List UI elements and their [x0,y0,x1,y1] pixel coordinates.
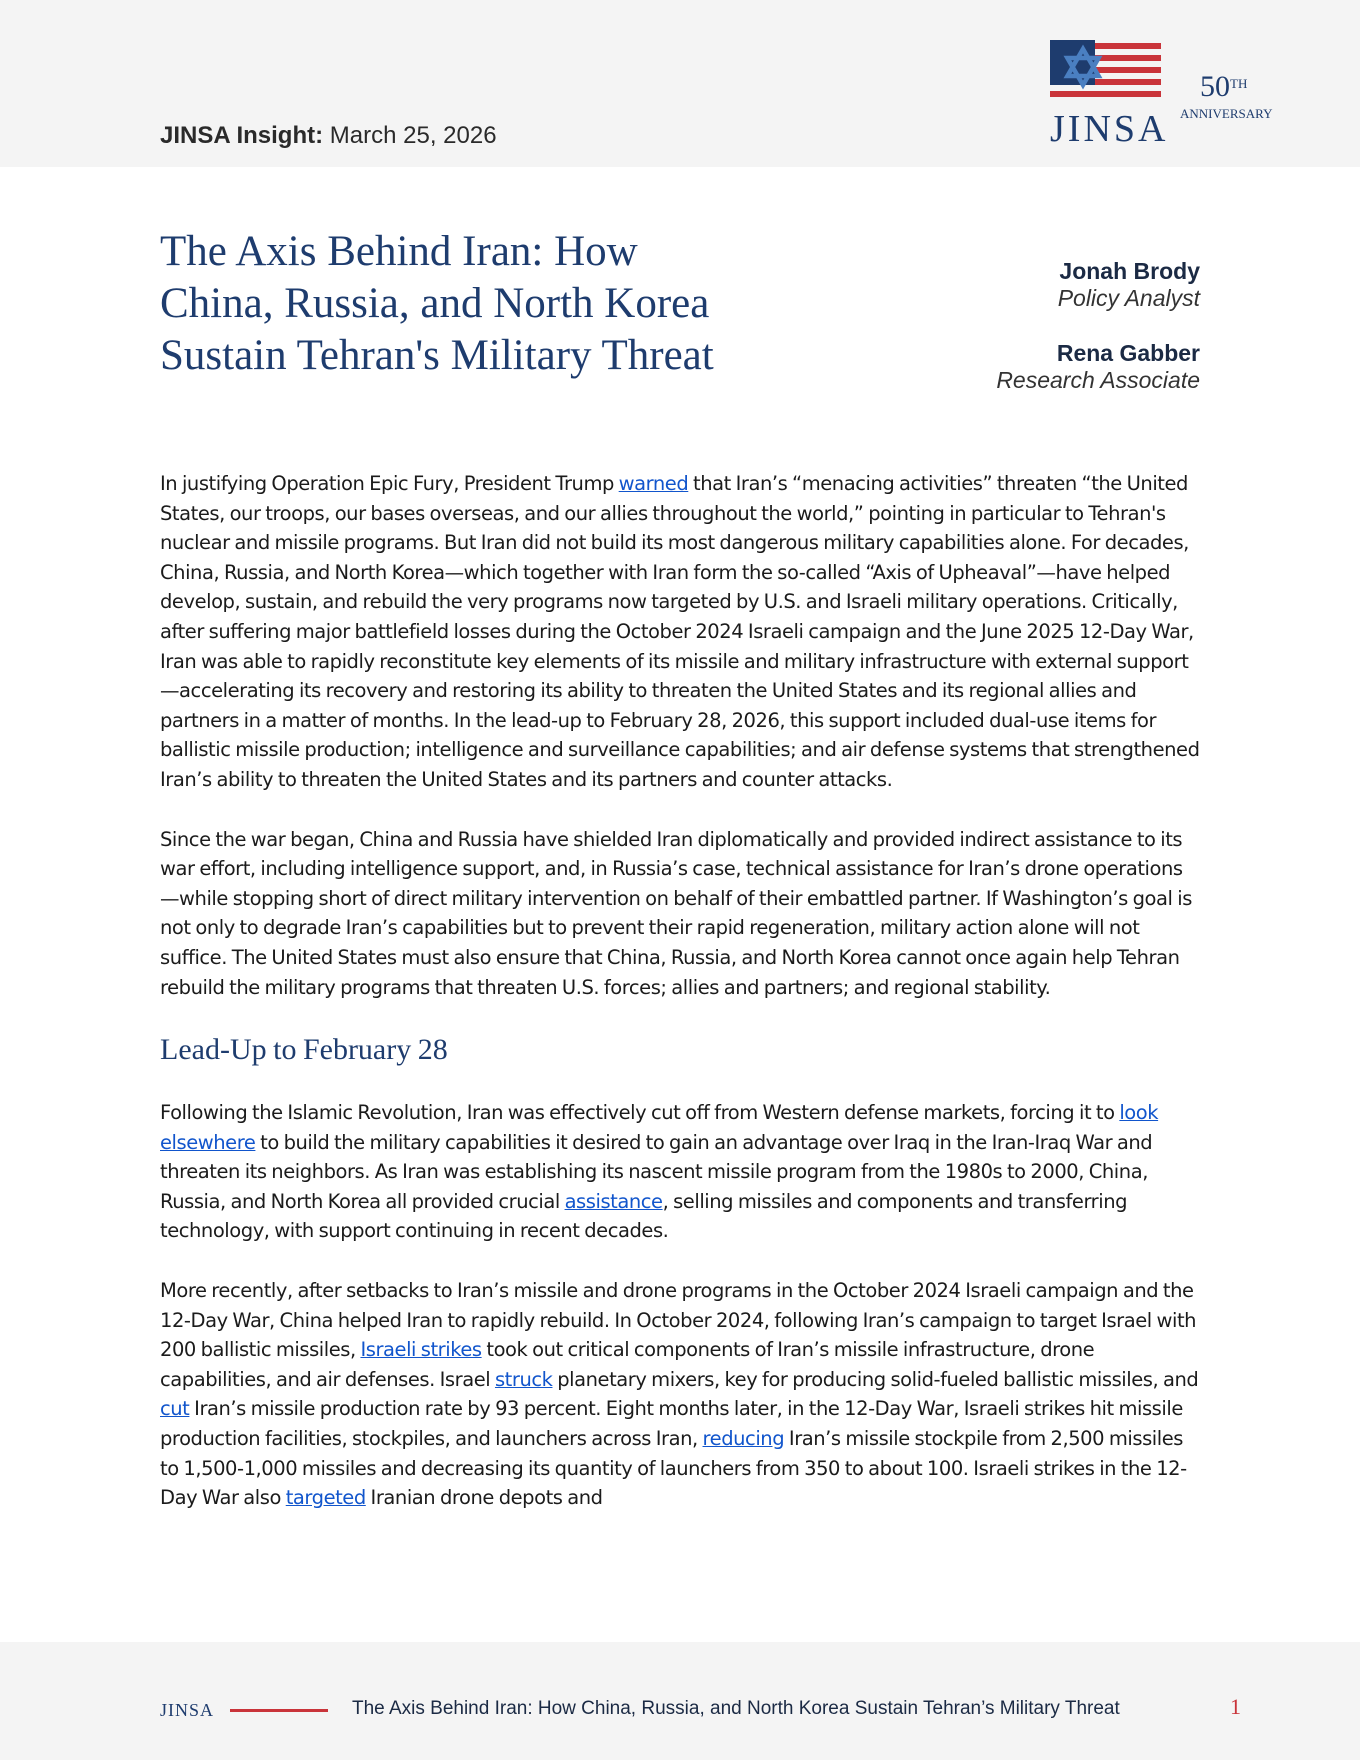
insight-date-line [160,122,497,150]
insight-label: JINSA Insight: [160,122,324,149]
anniversary-digits: 50 [1200,70,1230,103]
targeted-link[interactable]: targeted [285,1486,366,1510]
reducing-link[interactable]: reducing [702,1427,785,1451]
body-paragraph: More recently, after setbacks to Iran’s missile and drone programs in the October 2024 Israeli campaign and the 12-Day War, China helped Iran to rapidly rebuild. In October 2024, following Iran’s campaign to target Israel with 200 ballistic missiles, Israeli strikes took out critical components of Iran’s missile infrastructure, drone capabilities, and air defenses. Israel struck planetary mixers, key for producing solid-fueled ballistic missiles, and cut Iran’s missile production rate by 93 percent. Eight months later, in the 12-Day War, Israeli strikes hit missile production facilities, stockpiles, and launchers across Iran, reducing Iran’s missile stockpile from 2,500 missiles to 1,500-1,000 missiles and decreasing its quantity of launchers from 350 to about 100. Israeli strikes in the 12-Day War also targeted Iranian drone depots and [160,1279,1199,1510]
body-paragraph: Since the war began, China and Russia have shielded Iran diplomatically and provided indirect assistance to its war effort, including intelligence support, and, in Russia’s case, technical assistance for Iran’s drone operations—while stopping short of direct military intervention on behalf of their embattled partner. If Washington’s goal is not only to degrade Iran’s capabilities but to prevent their rapid regeneration, military action alone will not suffice. The United States must also ensure that China, Russia, and North Korea cannot once again help Tehran rebuild the military programs that threaten U.S. forces; allies and partners; and regional stability. [160,827,1192,999]
author-list [800,258,1200,394]
look-elsewhere-link[interactable]: look elsewhere [160,1101,1159,1154]
footer-divider [230,1709,328,1712]
logo-stripe [1095,79,1161,85]
anniversary-label: ANNIVERSARY [1180,106,1273,121]
author [800,340,1200,394]
warned-link[interactable]: warned [618,472,689,495]
israeli-strikes-link[interactable]: Israeli strikes [360,1338,482,1362]
footer-org: JINSA [160,1700,215,1720]
logo-stripe [1050,91,1161,97]
page-number: 1 [1230,1694,1241,1719]
article-title: The Axis Behind Iran: How China, Russia, and North Korea Sustain Tehran's Military Threat [160,228,714,379]
author-name: Jonah Brody [1059,258,1200,284]
assistance-link[interactable]: assistance [564,1189,663,1213]
logo-stripe [1095,43,1161,49]
cut-link[interactable]: cut [160,1397,190,1421]
author-name: Rena Gabber [1056,340,1200,366]
author-role: Policy Analyst [1057,285,1200,311]
author-role: Research Associate [996,367,1200,393]
footer-title: The Axis Behind Iran: How China, Russia, and North Korea Sustain Tehran’s Military Threat [352,1698,1120,1719]
section-heading: Lead-Up to February 28 [160,1033,448,1067]
anniversary-number [1200,70,1247,104]
struck-link[interactable]: struck [494,1367,553,1391]
body-paragraph: In justifying Operation Epic Fury, President Trump warned that Iran’s “menacing activities” threaten “the United States, our troops, our bases overseas, and our allies throughout the world,” pointing in particular to Tehran's nuclear and missile programs. But Iran did not build its most dangerous military capabilities alone. For decades, China, Russia, and North Korea—which together with Iran form the so-called “Axis of Upheaval”—have helped develop, sustain, and rebuild the very programs now targeted by U.S. and Israeli military operations. Critically, after suffering major battlefield losses during the October 2024 Israeli campaign and the June 2025 12-Day War, Iran was able to rapidly reconstitute key elements of its missile and military infrastructure with external support—accelerating its recovery and restoring its ability to threaten the United States and its regional allies and partners in a matter of months. In the lead-up to February 28, 2026, this support included dual-use items for ballistic missile production; intelligence and surveillance capabilities; and air defense systems that strengthened Iran’s ability to threaten the United States and its partners and counter attacks. [160,472,1200,791]
body-paragraph: Following the Islamic Revolution, Iran was effectively cut off from Western defense markets, forcing it to look elsewhere to build the military capabilities it desired to gain an advantage over Iraq in the Iran-Iraq War and threaten its neighbors. As Iran was establishing its nascent missile program from the 1980s to 2000, China, Russia, and North Korea all provided crucial assistance, selling missiles and components and transferring technology, with support continuing in recent decades. [160,1101,1159,1243]
author [800,258,1200,312]
logo-stripe [1095,55,1161,61]
logo-stripe [1095,67,1161,73]
article-body [160,469,1200,1543]
logo-wordmark: JINSA [1050,108,1169,150]
publication-date: March 25, 2026 [329,122,497,149]
anniversary-suffix: TH [1230,76,1248,91]
